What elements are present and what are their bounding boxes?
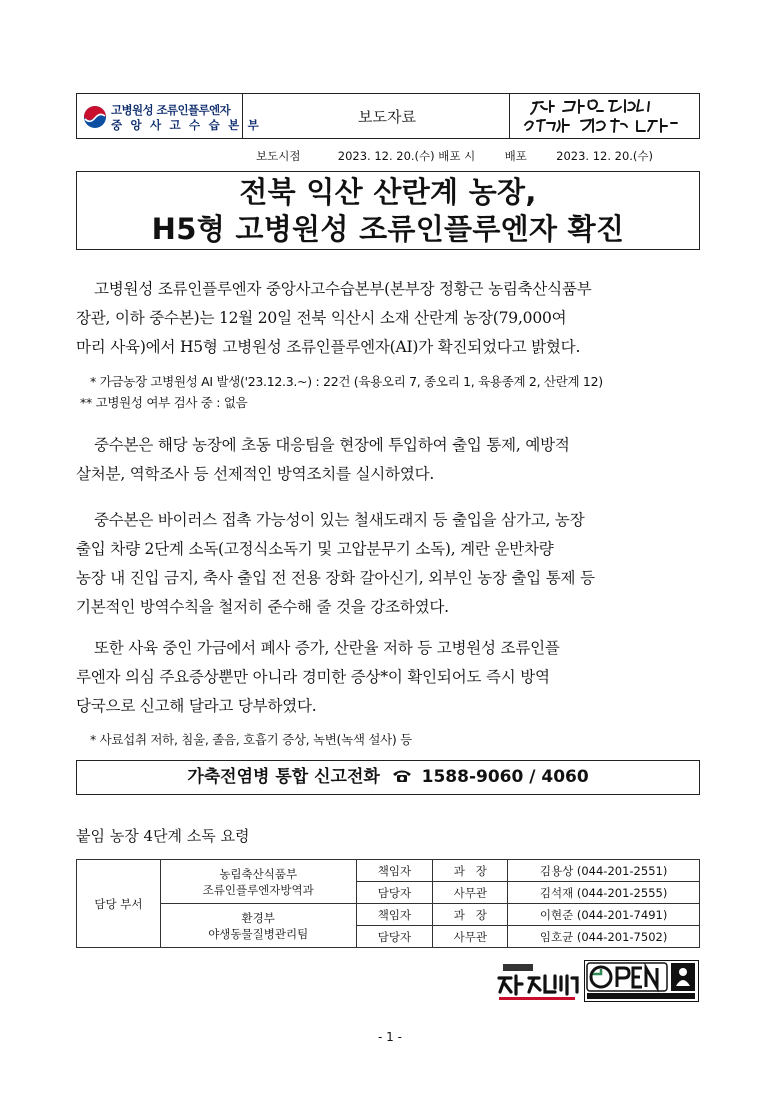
paragraph-line: 농장 내 진입 금지, 축사 출입 전 전용 장화 갈아신기, 외부인 농장 출입 통제 등 bbox=[76, 569, 595, 587]
release-time-label: 보도시점 bbox=[256, 149, 301, 163]
dept-label-cell: 담당 부서 bbox=[77, 860, 161, 948]
role-cell: 책임자 bbox=[356, 860, 433, 882]
phone-icon bbox=[392, 769, 412, 783]
title-cell: 과 장 bbox=[433, 904, 508, 926]
paragraph-line: 고병원성 조류인플루엔자 중앙사고수습본부(본부장 정황근 농림축산식품부 bbox=[94, 280, 592, 298]
org-name-line1: 고병원성 조류인플루엔자 bbox=[111, 103, 231, 117]
table-row bbox=[77, 904, 700, 926]
slogan-calligraphy-image bbox=[517, 97, 695, 137]
contact-cell: 임호균 (044-201-7502) bbox=[508, 926, 700, 948]
release-time-value: 2023. 12. 20.(수) 배포 시 bbox=[337, 149, 476, 163]
dept-cell: 농림축산식품부 조류인플루엔자방역과 bbox=[160, 860, 356, 904]
header-box bbox=[76, 93, 700, 139]
paragraph-line: 또한 사육 중인 가금에서 폐사 증가, 산란율 저하 등 고병원성 조류인플 bbox=[94, 639, 560, 657]
footnote-outbreak-count: * 가금농장 고병원성 AI 발생('23.12.3.~) : 22건 (육용오리 7, 종오리 1, 육용종계 2, 산란계 12) bbox=[90, 374, 603, 389]
contact-cell: 김석재 (044-201-2555) bbox=[508, 882, 700, 904]
distribution-value: 2023. 12. 20.(수) bbox=[556, 149, 654, 163]
headline-line2: H5형 고병원성 조류인플루엔자 확진 bbox=[151, 212, 625, 246]
paragraph-line: 출입 차량 2단계 소독(고정식소독기 및 고압분무기 소독), 계란 운반차량 bbox=[76, 540, 554, 558]
hotline-label: 가축전염병 통합 신고전화 bbox=[187, 767, 380, 787]
hotline-number: 1588-9060 / 4060 bbox=[421, 767, 589, 787]
release-time-line bbox=[256, 148, 653, 164]
body-paragraph-4 bbox=[76, 634, 702, 721]
hotline-box bbox=[76, 760, 700, 795]
body-paragraph-2 bbox=[76, 431, 702, 489]
paragraph-line: 중수본은 해당 농장에 초동 대응팀을 현장에 투입하여 출입 통제, 예방적 bbox=[94, 436, 570, 454]
contact-cell: 김용상 (044-201-2551) bbox=[508, 860, 700, 882]
role-cell: 담당자 bbox=[356, 882, 433, 904]
policy-briefing-logo bbox=[495, 962, 579, 1002]
headline-line1: 전북 익산 산란계 농장, bbox=[239, 175, 537, 209]
paragraph-line: 루엔자 의심 주요증상뿐만 아니라 경미한 증상*이 확인되어도 즉시 방역 bbox=[76, 668, 550, 686]
paragraph-line: 중수본은 바이러스 접촉 가능성이 있는 철새도래지 등 출입을 삼가고, 농장 bbox=[94, 511, 585, 529]
paragraph-line: 마리 사육)에서 H5형 고병원성 조류인플루엔자(AI)가 확진되었다고 밝혔다. bbox=[76, 338, 581, 356]
org-name-line2: 중 앙 사 고 수 습 본 부 bbox=[111, 118, 261, 132]
page-number: - 1 - bbox=[378, 1030, 402, 1044]
title-cell: 과 장 bbox=[433, 860, 508, 882]
attachment-note: 붙임 농장 4단계 소독 요령 bbox=[76, 827, 250, 845]
paragraph-line: 당국으로 신고해 달라고 당부하였다. bbox=[76, 697, 317, 715]
footnote-test-pending: ** 고병원성 여부 검사 중 : 없음 bbox=[80, 395, 248, 410]
header-divider bbox=[242, 94, 243, 138]
role-cell: 책임자 bbox=[356, 904, 433, 926]
body-paragraph-3 bbox=[76, 506, 702, 622]
contacts-table bbox=[76, 859, 700, 948]
header-divider bbox=[509, 94, 510, 138]
role-cell: 담당자 bbox=[356, 926, 433, 948]
org-logo bbox=[83, 102, 261, 132]
government-emblem-icon bbox=[83, 105, 107, 129]
table-row bbox=[77, 860, 700, 882]
distribution-label: 배포 bbox=[504, 149, 527, 163]
kogl-open-license-logo bbox=[584, 960, 699, 1002]
dept-cell: 환경부 야생동물질병관리팀 bbox=[160, 904, 356, 948]
press-release-label: 보도자료 bbox=[358, 108, 416, 126]
title-box bbox=[76, 171, 700, 250]
paragraph-line: 살처분, 역학조사 등 선제적인 방역조치를 실시하였다. bbox=[76, 465, 435, 483]
footnote-mild-symptoms: * 사료섭취 저하, 침울, 졸음, 호흡기 증상, 녹변(녹색 설사) 등 bbox=[90, 732, 412, 747]
body-paragraph-1 bbox=[76, 275, 702, 362]
paragraph-line: 장관, 이하 중수본)는 12월 20일 전북 익산시 소재 산란계 농장(79,000여 bbox=[76, 309, 567, 327]
contact-cell: 이현준 (044-201-7491) bbox=[508, 904, 700, 926]
title-cell: 사무관 bbox=[433, 882, 508, 904]
paragraph-line: 기본적인 방역수칙을 철저히 준수해 줄 것을 강조하였다. bbox=[76, 598, 449, 616]
title-cell: 사무관 bbox=[433, 926, 508, 948]
